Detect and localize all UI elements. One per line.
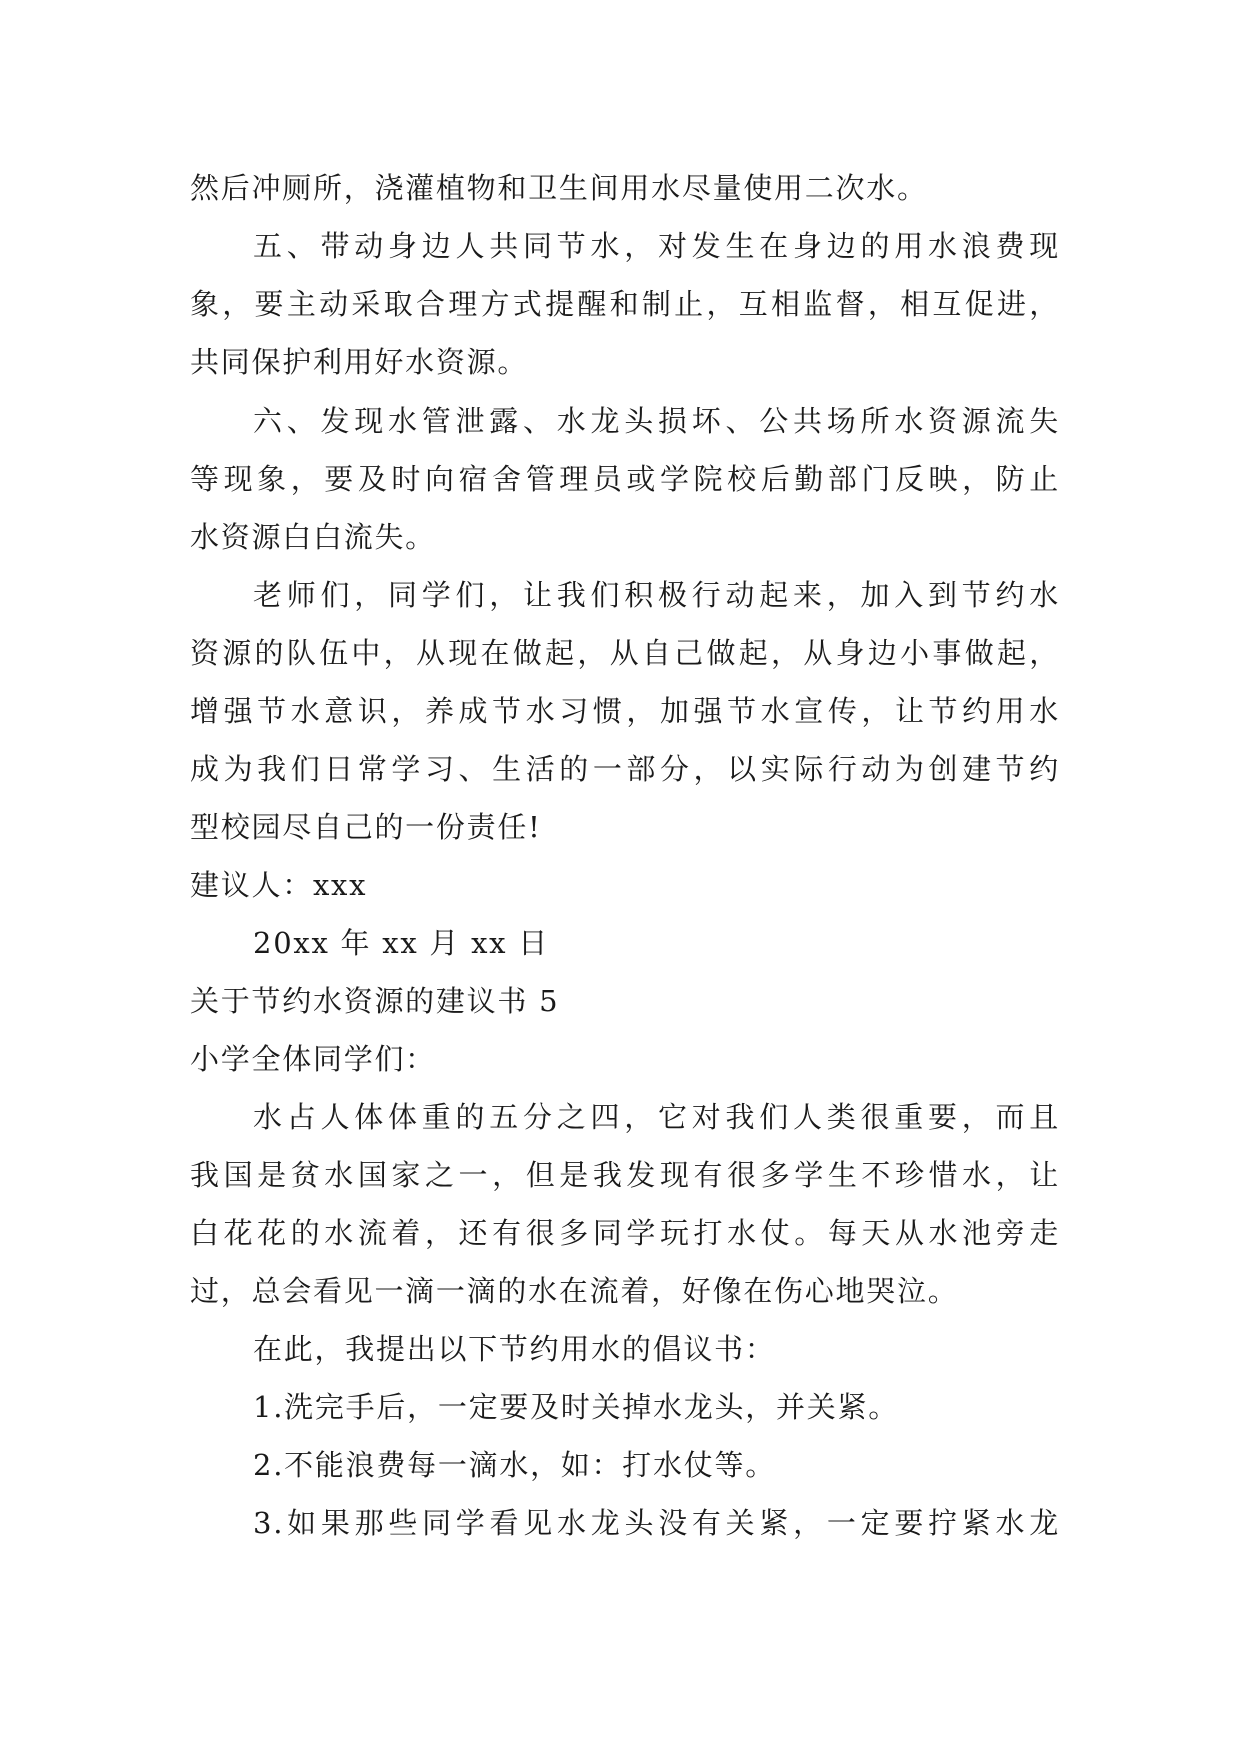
text-line: 过，总会看见一滴一滴的水在流着，好像在伤心地哭泣。 bbox=[190, 1274, 959, 1308]
section-title: 关于节约水资源的建议书 5 bbox=[190, 984, 560, 1018]
text-line: 水占人体体重的五分之四，它对我们人类很重要，而且 bbox=[253, 1100, 1060, 1134]
list-item: 3.如果那些同学看见水龙头没有关紧，一定要拧紧水龙 bbox=[253, 1506, 1060, 1540]
text-line: 然后冲厕所，浇灌植物和卫生间用水尽量使用二次水。 bbox=[190, 171, 928, 205]
salutation: 小学全体同学们： bbox=[190, 1042, 436, 1076]
text-line: 六、发现水管泄露、水龙头损坏、公共场所水资源流失 bbox=[253, 404, 1060, 438]
text-line: 老师们，同学们，让我们积极行动起来，加入到节约水 bbox=[253, 578, 1060, 612]
text-line: 成为我们日常学习、生活的一部分，以实际行动为创建节约 bbox=[190, 752, 1060, 786]
text-line: 水资源白白流失。 bbox=[190, 520, 436, 554]
text-line: 增强节水意识，养成节水习惯，加强节水宣传，让节约用水 bbox=[190, 694, 1060, 728]
text-line: 型校园尽自己的一份责任! bbox=[190, 810, 542, 844]
text-line: 五、带动身边人共同节水，对发生在身边的用水浪费现 bbox=[253, 229, 1060, 263]
text-line: 白花花的水流着，还有很多同学玩打水仗。每天从水池旁走 bbox=[190, 1216, 1060, 1250]
text-line: 等现象，要及时向宿舍管理员或学院校后勤部门反映，防止 bbox=[190, 462, 1060, 496]
text-line: 我国是贫水国家之一，但是我发现有很多学生不珍惜水，让 bbox=[190, 1158, 1060, 1192]
date-line: 20xx 年 xx 月 xx 日 bbox=[253, 926, 549, 960]
text-line: 在此，我提出以下节约用水的倡议书： bbox=[253, 1332, 776, 1366]
text-line: 资源的队伍中，从现在做起，从自己做起，从身边小事做起， bbox=[190, 636, 1060, 670]
signer-line: 建议人：xxx bbox=[190, 868, 368, 902]
list-item: 1.洗完手后，一定要及时关掉水龙头，并关紧。 bbox=[253, 1390, 899, 1424]
text-line: 象，要主动采取合理方式提醒和制止，互相监督，相互促进， bbox=[190, 287, 1060, 321]
list-item: 2.不能浪费每一滴水，如：打水仗等。 bbox=[253, 1448, 776, 1482]
text-line: 共同保护利用好水资源。 bbox=[190, 345, 529, 379]
